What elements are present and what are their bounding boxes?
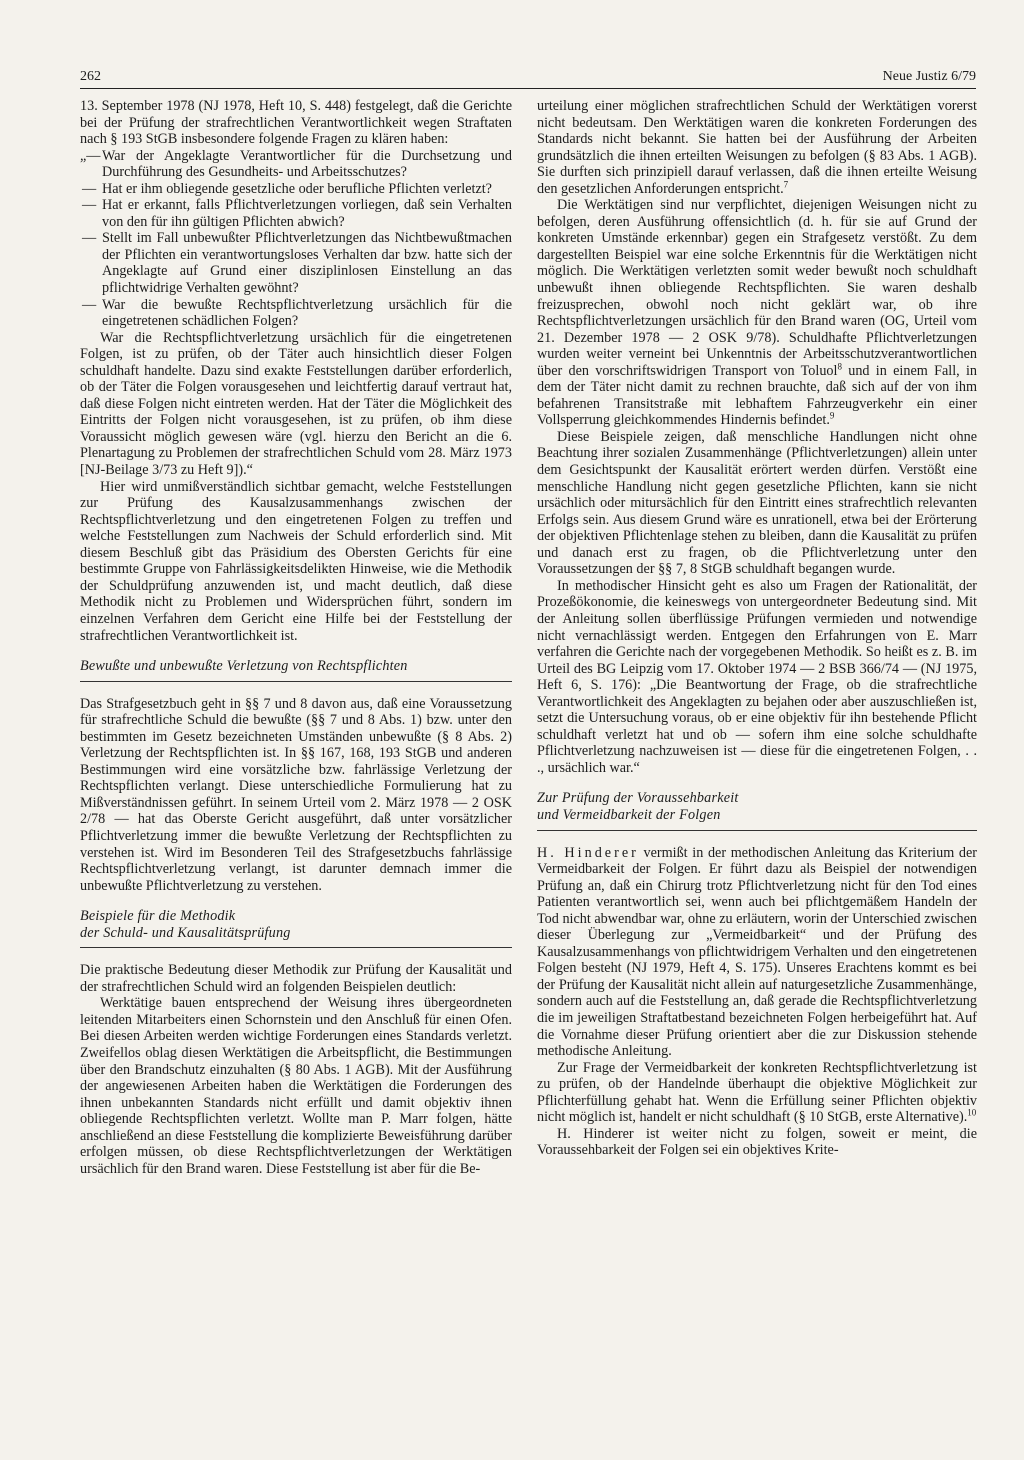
footnote-ref: 7	[783, 179, 789, 189]
body-paragraph: Das Strafgesetzbuch geht in §§ 7 und 8 davon aus, daß eine Voraussetzung für strafrechtliche Schuld die bewußte (§§ 7 und 8 Abs. 1) bzw. unter den bestimmten im Gesetz bezeichneten Umständen unbewußte (§ 8 Abs. 2) Verletzung der Rechtspflichten ist. In §§ 167, 168, 193 StGB und anderen Bestimmungen wird eine vorsätzliche bzw. fahrlässige Verletzung der Rechtspflichten verlangt. Diese unterschiedliche Formulierung hat zu Mißverständnissen geführt. In seinem Urteil vom 2. März 1978 — 2 OSK 2/78 — hat das Oberste Gericht ausgeführt, daß unter vorsätzlicher Pflichtverletzung immer die bewußte Verletzung der Rechtspflichten zu verstehen ist. Wird im Besonderen Teil des Strafgesetzbuchs fahrlässige Rechtspflichtverletzung verlangt, ist darunter demnach immer die unbewußte Pflichtverletzung zu verstehen.	[80, 695, 512, 894]
body-paragraph: Diese Beispiele zeigen, daß menschliche Handlungen nicht ohne Beachtung ihrer sozialen Zusammenhänge (Pflichtverletzungen) allein unter dem Gesichtspunkt der Kausalität erörtert werden dürfen. Verstößt eine menschliche Handlung nicht gegen gesetzliche Pflichten, kann sie nicht ursächlich oder mitursächlich für den Eintritt eines strafrechtlich relevanten Erfolgs sein. Aus diesem Grund wäre es unrationell, etwa bei der Erörterung der objektiven Pflichtenlage stehen zu bleiben, dann die Kausalität zu prüfen und danach erst zu fragen, ob die Pflichtverletzung unter den Voraussetzungen der §§ 7, 8 StGB schuldhaft begangen wurde.	[537, 428, 977, 578]
page-header	[80, 66, 976, 89]
section-heading-line: Zur Prüfung der Voraussehbarkeit	[537, 790, 739, 807]
section-heading-line: der Schuld- und Kausalitätsprüfung	[80, 924, 291, 941]
body-paragraph: Werktätige bauen entsprechend der Weisung ihres übergeordneten leitenden Mitarbeiters einen Schornstein und den Anschluß für einen Ofen. Bei diesen Arbeiten werden wichtige Forderungen eines Standards verletzt. Zweifellos oblag diesen Werktätigen die Arbeitspflicht, die Bestimmungen über den Brandschutz einzuhalten (§ 80 Abs. 1 AGB). Mit der Ausführung der angewiesenen Arbeiten haben die Werktätigen die Forderungen des ihnen unbekannten Standards nicht erfüllt und damit objektiv ihnen obliegende Rechtspflichten verletzt. Wollte man P. Marr folgen, hätte anschließend an diese Feststellung die komplizierte Beweisführung darüber erfolgen müssen, ob diese Rechtspflichtverletzungen der Werktätigen ursächlich für den Brand waren. Diese Feststellung ist aber für die Be-	[80, 995, 512, 1177]
footnote-ref: 8	[837, 361, 842, 372]
paragraph-text: Zur Frage der Vermeidbarkeit der konkreten Rechtspflichtverletzung ist zu prüfen, ob der Handelnde überhaupt die objektive Möglichkeit zur Pflichterfüllung gehabt hat. Wenn die Erfüllung seiner Pflichten objektiv nicht möglich ist, handelt er nicht schuldhaft (§ 10 StGB, erste Alternative).	[537, 1059, 977, 1126]
section-heading-line: und Vermeidbarkeit der Folgen	[537, 806, 721, 823]
body-paragraph: H. Hinderer ist weiter nicht zu folgen, soweit er meint, die Voraussehbarkeit der Folgen sei ein objektives Krite-	[537, 1125, 977, 1159]
left-column	[80, 98, 512, 1177]
paragraph-text: und in einem Fall, in dem der Täter nicht damit zu rechnen brauchte, daß sich auf der von ihm befahrenen Transitstraße mit lebhaftem Fahrzeugverkehr ein einer Vollsperrung gleichkommendes Hindernis befindet.	[537, 362, 977, 429]
question-item: — Hat er erkannt, falls Pflichtverletzungen vorliegen, daß sein Verhalten von den für ihn gültigen Pflichten abwich?	[80, 197, 512, 230]
body-paragraph	[537, 197, 977, 429]
question-item: „— War der Angeklagte Verantwortlicher für die Durchsetzung und Durchführung des Gesundheits- und Arbeitsschutzes?	[80, 148, 512, 181]
paragraph-text: urteilung einer möglichen strafrechtlichen Schuld der Werktätigen vorerst nicht bedeutsam. Den Werktätigen waren die konkreten Forderungen des Standards nicht bekannt. Sie hatten bei der Ausführung der Arbeiten grundsätzlich die ihnen erteilten Weisungen zu befolgen (§ 83 Abs. 1 AGB). Sie durften sich prinzipiell darauf verlassen, daß die ihnen erteilte Weisung den gesetzlichen Anforderungen entspricht.	[537, 98, 977, 197]
question-item: — War die bewußte Rechtspflichtverletzung ursächlich für die eingetretenen schädlichen Folgen?	[80, 297, 512, 330]
page-number: 262	[80, 69, 101, 84]
right-column	[537, 98, 977, 1159]
paragraph-text: Die Werktätigen sind nur verpflichtet, diejenigen Weisungen nicht zu befolgen, deren Ausführung offensichtlich (d. h. für sie auf Grund der konkreten Umstände erkennbar) gegen ein Strafgesetz verstößt. Zu dem dargestellten Beispiel war eine solche Erkenntnis für die Werktätigen nicht möglich. Die Werktätigen verletzten somit weder bewußt noch schuldhaft unbewußt ihnen obliegende Rechtspflichten. Sie waren deshalb freizusprechen, obwohl noch nicht geklärt war, ob ihre Rechtspflichtverletzungen ursächlich für den Brand waren (OG, Urteil vom 21. Dezember 1978 — 2 OSK 9/78). Schuldhafte Pflichtverletzungen wurden weiter verneint bei Unkenntnis der Arbeitsschutzverantwortlichen über den vorschriftswidrigen Transport von Toluol	[537, 197, 977, 379]
body-paragraph	[537, 1060, 977, 1126]
paragraph-text: vermißt in der methodischen Anleitung das Kriterium der Vermeidbarkeit der Folgen. Er führt dazu als Beispiel der notwendigen Prüfung an, daß ein Chirurg trotz Pflichtverletzung nicht für den Tod eines Patienten verantwortlich sei, wenn auch bei pflichtgemäßem Handeln der Tod nicht abwendbar war, ohne zu erläutern, worin der Unterschied zwischen dieser Überlegung zur „Vermeidbarkeit“ und der Prüfung des Kausalzusammenhangs von pflichtwidrigem Verhalten und den eingetretenen Folgen besteht (NJ 1979, Heft 4, S. 175). Unseres Erachtens kommt es bei der Prüfung der Kausalität nicht allein auf naturgesetzliche Zusammenhänge, sondern auch auf die Feststellung an, daß gerade die Rechtspflichtverletzung die im jeweiligen Straftatbestand bezeichneten Folgen herbeigeführt hat. Auf die Vornahme dieser Prüfung orientiert aber die zur Diskussion stehende methodische Anleitung.	[537, 844, 977, 1060]
author-name: H. Hinderer	[537, 844, 639, 861]
body-paragraph	[537, 845, 977, 1060]
body-paragraph: War die Rechtspflichtverletzung ursächlich für die eingetretenen Folgen, ist zu prüfen, ob der Täter auch hinsichtlich dieser Folgen schuldhaft handelte. Dazu sind exakte Feststellungen darüber erforderlich, ob der Täter die Folgen vorausgesehen und leichtfertig darauf vertraut hat, daß diese Folgen nicht eintreten werden. Hat der Täter die Möglichkeit des Eintritts der Folgen nicht vorausgesehen, ist zu prüfen, ob ihm diese Voraussicht möglich gewesen wäre (vgl. hierzu den Bericht an die 6. Plenartagung zu Problemen der strafrechtlichen Schuld vom 28. März 1973 [NJ-Beilage 3/73 zu Heft 9]).“	[80, 329, 512, 479]
question-list	[80, 148, 512, 330]
section-heading	[80, 658, 512, 682]
body-paragraph: In methodischer Hinsicht geht es also um Fragen der Rationalität, der Prozeßökonomie, die keineswegs von untergeordneter Bedeutung sind. Mit der Anleitung sollen überflüssige Prüfungen vermieden und notwendige nicht vernachlässigt werden. Entgegen den Erfahrungen von E. Marr verfahren die Gerichte nach der vorgegebenen Methodik. So heißt es z. B. im Urteil des BG Leipzig vom 17. Oktober 1974 — 2 BSB 366/74 — (NJ 1975, Heft 6, S. 176): „Die Beantwortung der Frage, ob die strafrechtliche Verantwortlichkeit des Angeklagten zu bejahen oder aber auszuschließen ist, setzt die Untersuchung voraus, ob er eine objektiv für ihn bestehende Pflicht schuldhaft verletzt hat und ob — sofern ihm eine solche schuldhafte Pflichtverletzung nachzuweisen ist — diese für die eingetretenen Folgen, . . ., ursächlich war.“	[537, 577, 977, 776]
question-item: — Stellt im Fall unbewußter Pflichtverletzungen das Nichtbewußtmachen der Pflichten ein verantwortungsloses Verhalten dar bzw. hatte sich der Angeklagte auf Grund einer disziplinlosen Einstellung an das pflichtwidrige Verhalten gewöhnt?	[80, 230, 512, 296]
footnote-ref: 10	[967, 1107, 977, 1118]
section-heading	[537, 790, 977, 830]
body-paragraph: Hier wird unmißverständlich sichtbar gemacht, welche Feststellungen zur Prüfung des Kausalzusammenhangs zwischen der Rechtspflichtverletzung und den eingetretenen Folgen zu treffen und welche Feststellungen zum Nachweis der Schuld erforderlich sind. Mit diesem Beschluß gibt das Präsidium des Obersten Gerichts für eine bestimmte Gruppe von Fahrlässigkeitsdelikten Hinweise, wie die Methodik der Schuldprüfung anzuwenden ist, und macht deutlich, daß diese Methodik nicht zu Problemen und Widersprüchen führt, sondern im einzelnen Verfahren dem Gericht eine Hilfe bei der Feststellung der strafrechtlichen Verantwortlichkeit ist.	[80, 478, 512, 644]
section-heading-line: Beispiele für die Methodik	[80, 908, 236, 925]
section-heading	[80, 908, 512, 948]
body-paragraph	[537, 98, 977, 197]
section-heading-text: Bewußte und unbewußte Verletzung von Rechtspflichten	[80, 658, 408, 675]
footnote-ref: 9	[829, 410, 835, 421]
journal-title: Neue Justiz 6/79	[882, 69, 976, 84]
body-paragraph: Die praktische Bedeutung dieser Methodik zur Prüfung der Kausalität und der strafrechtlichen Schuld wird an folgenden Beispielen deutlich:	[80, 962, 512, 995]
intro-paragraph: 13. September 1978 (NJ 1978, Heft 10, S. 448) festgelegt, daß die Gerichte bei der Prüfung der strafrechtlichen Verantwortlichkeit wegen Straftaten nach § 193 StGB insbesondere folgende Fragen zu klären haben:	[80, 98, 512, 148]
question-item: — Hat er ihm obliegende gesetzliche oder berufliche Pflichten verletzt?	[80, 181, 512, 198]
